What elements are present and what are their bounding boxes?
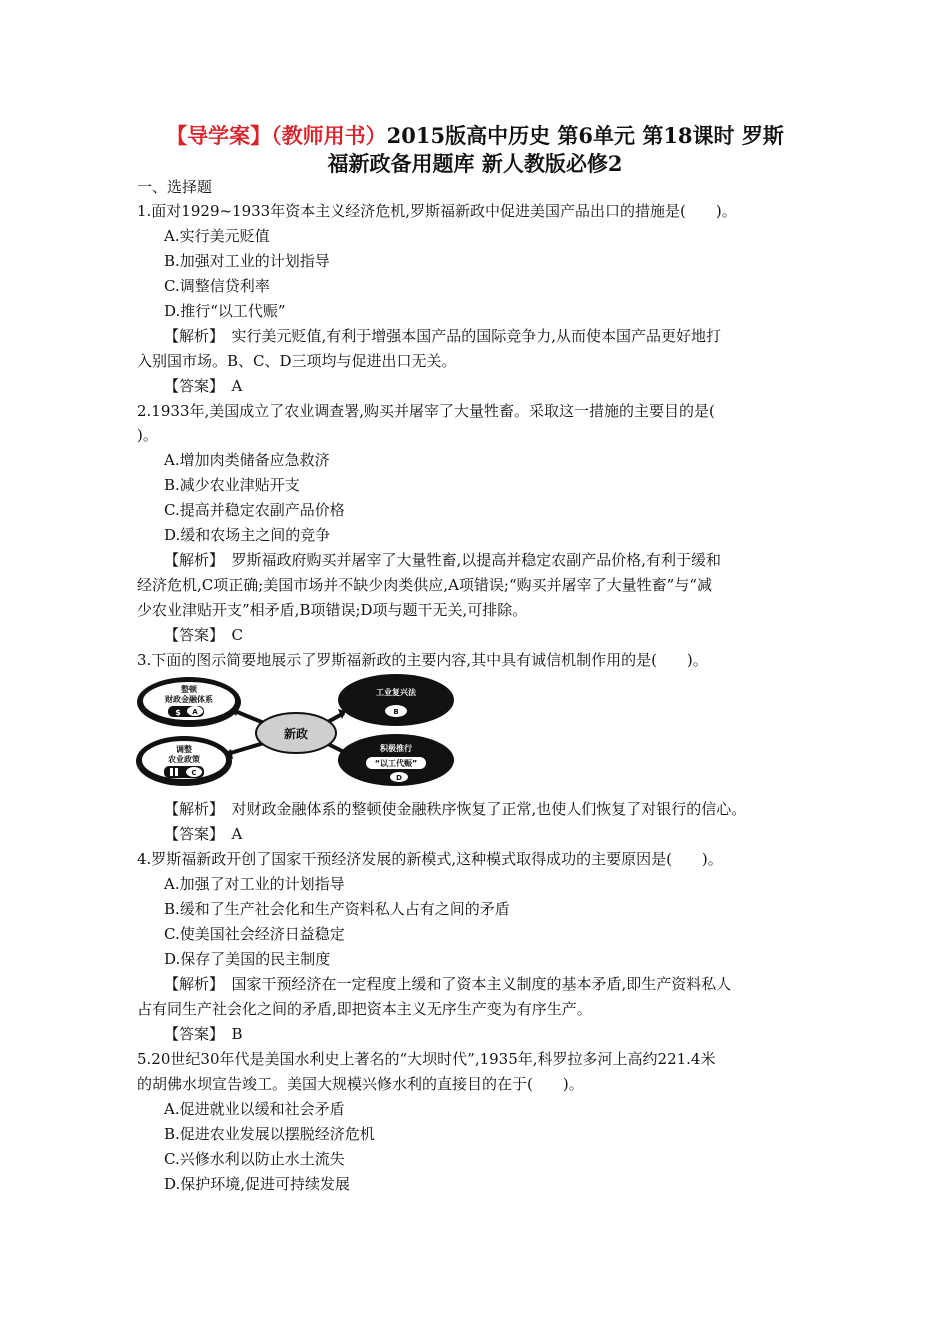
q2-answer: 【答案】 C [164,626,243,644]
diagram-node-finance [137,677,241,727]
title-line-2: 福新政备用题库 新人教版必修2 [327,151,623,176]
node-agriculture-line2: 农业政策 [168,755,200,764]
diagram-node-center [256,713,336,753]
q4-answer: 【答案】 B [164,1025,243,1043]
q5-option-b: B.促进农业发展以摆脱经济危机 [164,1125,375,1143]
title-black-part: 2015版高中历史 第6单元 第18课时 罗斯 [386,123,784,148]
q1-analysis-1: 【解析】 实行美元贬值,有利于增强本国产品的国际竞争力,从而使本国产品更好地打 [164,327,722,345]
node-agriculture-line1: 调整 [176,745,192,754]
node-center-label: 新政 [283,727,309,741]
q2-stem-2: )。 [137,426,158,444]
q2-option-d: D.缓和农场主之间的竞争 [164,526,331,544]
node-relief-line1: 积极推行 [380,744,412,753]
q1-stem: 1.面对1929~1933年资本主义经济危机,罗斯福新政中促进美国产品出口的措施是( )。 [137,202,737,220]
q3-analysis: 【解析】 对财政金融体系的整顿使金融秩序恢复了正常,也使人们恢复了对银行的信心。 [164,800,747,818]
q4-option-c: C.使美国社会经济日益稳定 [164,925,345,943]
q5-option-a: A.促进就业以缓和社会矛盾 [164,1100,345,1118]
q1-option-b: B.加强对工业的计划指导 [164,252,330,270]
q4-stem: 4.罗斯福新政开创了国家干预经济发展的新模式,这种模式取得成功的主要原因是( )。 [137,850,723,868]
q4-analysis-2: 占有同生产社会化之间的矛盾,即把资本主义无序生产变为有序生产。 [137,1000,592,1018]
document-title [120,122,830,178]
q4-analysis-1: 【解析】 国家干预经济在一定程度上缓和了资本主义制度的基本矛盾,即生产资料私人 [164,975,732,993]
q5-option-c: C.兴修水利以防止水土流失 [164,1150,345,1168]
q4-option-b: B.缓和了生产社会化和生产资料私人占有之间的矛盾 [164,900,510,918]
q5-stem-2: 的胡佛水坝宣告竣工。美国大规模兴修水利的直接目的在于( )。 [137,1075,584,1093]
q1-option-c: C.调整信贷利率 [164,277,270,295]
diagram-node-relief [338,734,454,786]
node-industry-label: 工业复兴法 [376,688,416,697]
new-deal-diagram [134,673,454,788]
q5-stem-1: 5.20世纪30年代是美国水利史上著名的“大坝时代”,1935年,科罗拉多河上高约221.4米 [137,1050,716,1068]
title-red-part: 【导学案】（教师用书） [166,123,387,148]
q5-option-d: D.保护环境,促进可持续发展 [164,1175,351,1193]
q4-option-d: D.保存了美国的民主制度 [164,950,331,968]
q3-answer: 【答案】 A [164,825,243,843]
node-finance-line1: 整顿 [181,685,197,694]
q2-analysis-3: 少农业津贴开支”相矛盾,B项错误;D项与题干无关,可排除。 [137,601,528,619]
q1-answer: 【答案】 A [164,377,243,395]
q2-option-a: A.增加肉类储备应急救济 [164,451,330,469]
q1-option-a: A.实行美元贬值 [164,227,270,245]
q2-option-c: C.提高并稳定农副产品价格 [164,501,345,519]
q2-option-b: B.减少农业津贴开支 [164,476,300,494]
node-relief-line2: “以工代赈” [374,759,418,768]
section-heading: 一、选择题 [137,178,213,196]
q1-option-d: D.推行“以工代赈” [164,302,286,320]
q2-analysis-1: 【解析】 罗斯福政府购买并屠宰了大量牲畜,以提高并稳定农副产品价格,有利于缓和 [164,551,722,569]
q1-analysis-2: 入别国市场。B、C、D三项均与促进出口无关。 [137,352,457,370]
q4-option-a: A.加强了对工业的计划指导 [164,875,345,893]
q3-stem: 3.下面的图示简要地展示了罗斯福新政的主要内容,其中具有诚信机制作用的是( )。 [137,651,708,669]
wheat-icon [170,768,173,776]
badge-b: B [393,708,399,716]
dollar-icon: $ [175,708,181,717]
q2-analysis-2: 经济危机,C项正确;美国市场并不缺少肉类供应,A项错误;“购买并屠宰了大量牲畜”与“减 [137,576,712,594]
badge-a: A [192,708,198,716]
diagram-node-industry [338,674,454,726]
q2-stem-1: 2.1933年,美国成立了农业调查署,购买并屠宰了大量牲畜。采取这一措施的主要目的是( [137,402,715,420]
diagram-node-agriculture [136,736,232,786]
badge-c: C [191,769,197,777]
node-finance-line2: 财政金融体系 [165,695,213,704]
badge-d: D [396,774,402,782]
